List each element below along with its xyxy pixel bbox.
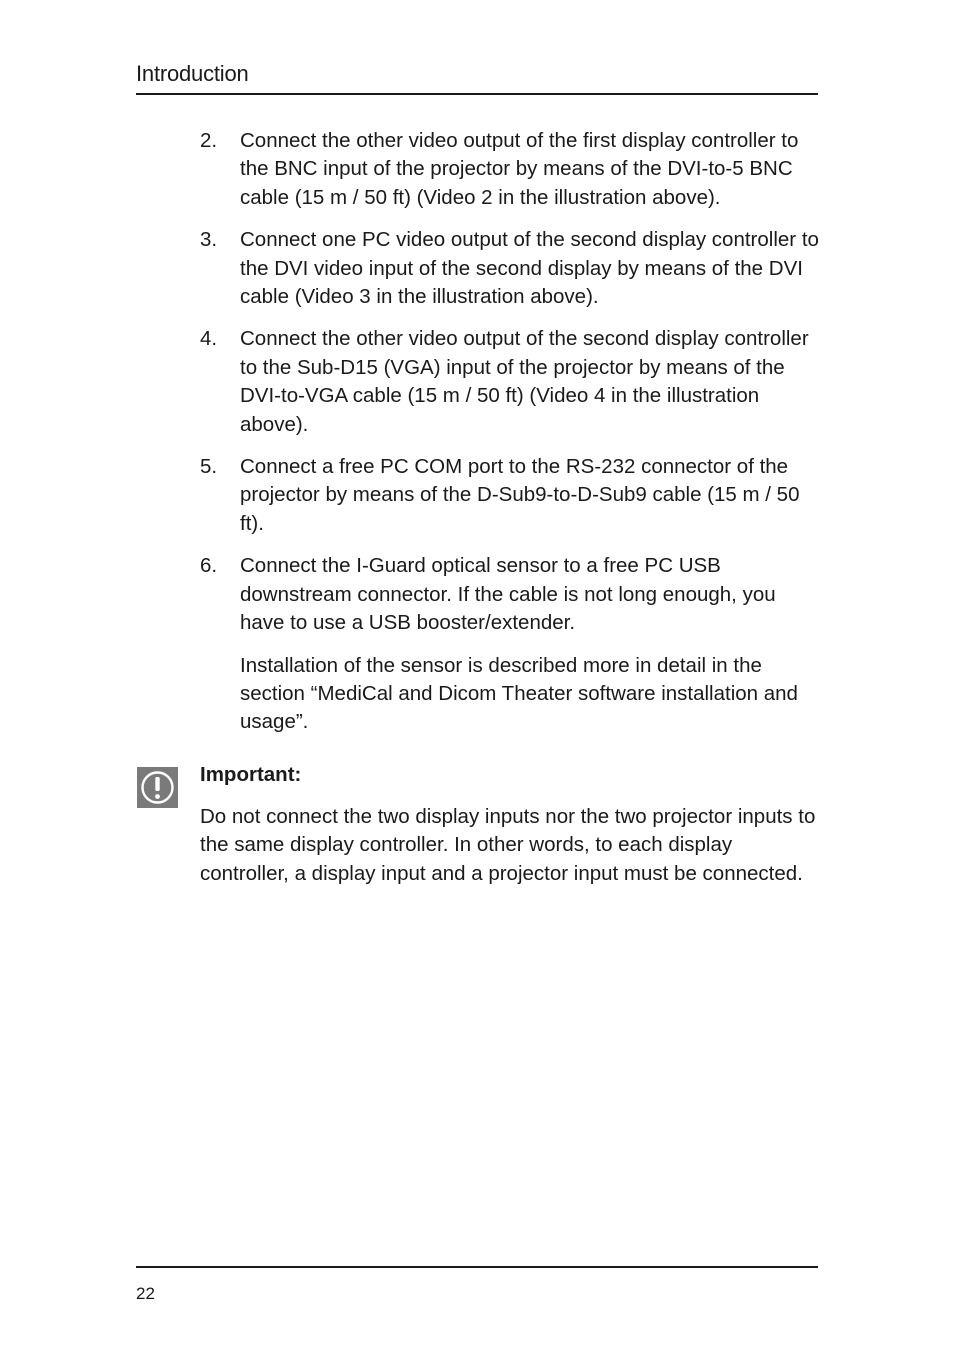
step-text: Connect the I-Guard optical sensor to a free PC USB downstream connector. If the cable is not long enough, you have to use a USB booster/extender. [240,554,776,635]
list-item [200,127,825,212]
notice-body: Do not connect the two display inputs nor the two projector inputs to the same display controller. In other words, to each display controller, a display input and a projector input must be connected. [200,805,816,885]
list-item [200,453,825,538]
step-number: 5. [200,455,218,479]
list-item [200,226,825,311]
step-text: Connect the other video output of the first display controller to the BNC input of the projector by means of the DVI-to-5 BNC cable (15 m / 50 ft) (Video 2 in the illustration above). [240,129,799,209]
step-number: 2. [200,129,218,152]
list-item [200,325,825,439]
step-number: 6. [200,554,218,578]
step-text: Connect one PC video output of the second display controller to the DVI video input of the second display by means of the DVI cable (Video 3 in the illustration above). [240,228,819,309]
step-text: Connect the other video output of the second display controller to the Sub-D15 (VGA) input of the projector by means of the DVI-to-VGA cable (15 m / 50 ft) (Video 4 in the illustration above). [240,327,809,436]
page-number: 22 [136,1284,155,1303]
notice-title: Important: [200,763,302,786]
instruction-steps [200,127,825,751]
step-number: 4. [200,327,218,351]
footer-divider [136,1266,818,1268]
header-divider [136,93,818,95]
step-number: 3. [200,228,218,252]
page-header-title: Introduction [136,61,249,86]
exclamation-icon [137,767,178,808]
list-item [200,552,825,736]
step-text: Connect a free PC COM port to the RS-232 connector of the projector by means of the D-Sub9-to-D-Sub9 cable (15 m / 50 ft). [240,455,800,535]
step-note: Installation of the sensor is described more in detail in the section “MediCal and Dicom Theater software installation and usage”. [240,653,798,734]
